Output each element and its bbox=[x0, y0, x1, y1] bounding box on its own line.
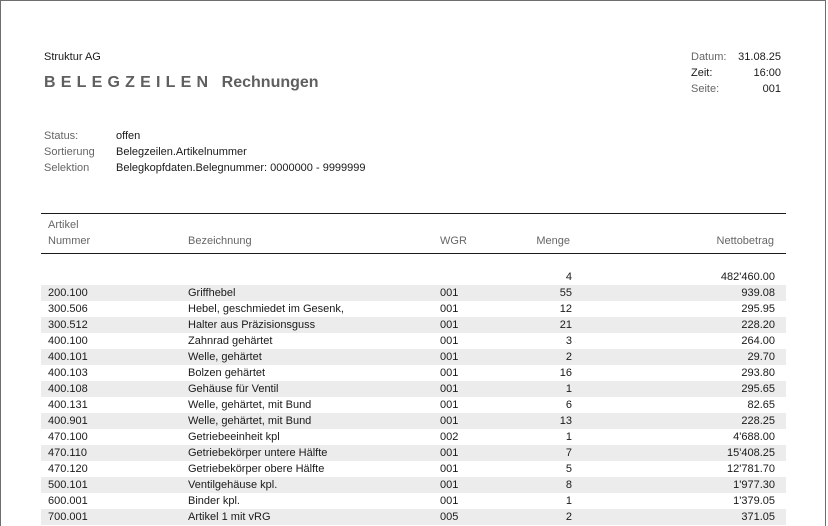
meta-date-label: Datum: bbox=[691, 51, 727, 63]
cell-bezeichnung: Getriebeeinheit kpl bbox=[188, 431, 280, 443]
cell-artikel-nummer: 470.110 bbox=[48, 447, 87, 459]
cell-menge: 1 bbox=[565, 431, 572, 443]
col-header-artikel: Artikel bbox=[48, 219, 79, 231]
cell-wgr: 001 bbox=[440, 463, 459, 475]
table-row bbox=[41, 317, 786, 333]
cell-bezeichnung: Griffhebel bbox=[188, 287, 236, 299]
company-name: Struktur AG bbox=[44, 51, 101, 63]
param-sorting-value: Belegzeilen.Artikelnummer bbox=[116, 146, 247, 158]
cell-bezeichnung: Zahnrad gehärtet bbox=[188, 335, 273, 347]
param-status-value: offen bbox=[116, 130, 141, 142]
cell-bezeichnung: Bolzen gehärtet bbox=[188, 367, 266, 379]
cell-artikel-nummer: 400.101 bbox=[48, 351, 88, 363]
cell-artikel-nummer: 700.001 bbox=[48, 511, 88, 523]
cell-nettobetrag: 264.00 bbox=[741, 335, 775, 347]
cell-menge: 1 bbox=[565, 495, 572, 507]
cell-nettobetrag: 295.95 bbox=[741, 303, 775, 315]
cell-bezeichnung: Getriebekörper obere Hälfte bbox=[188, 463, 325, 475]
param-status-label: Status: bbox=[44, 130, 79, 142]
table-row bbox=[41, 477, 786, 493]
cell-menge: 12 bbox=[559, 303, 572, 315]
table-row bbox=[41, 301, 786, 317]
meta-time-label: Zeit: bbox=[691, 67, 713, 79]
cell-menge: 1 bbox=[565, 383, 572, 395]
cell-bezeichnung: Welle, gehärtet, mit Bund bbox=[188, 399, 312, 411]
meta-time bbox=[691, 67, 781, 83]
table-row bbox=[41, 333, 786, 349]
report-title bbox=[44, 74, 319, 92]
cell-wgr: 001 bbox=[440, 399, 459, 411]
cell-bezeichnung: Welle, gehärtet bbox=[188, 351, 262, 363]
meta-date bbox=[691, 51, 781, 67]
param-sorting-label: Sortierung bbox=[44, 146, 95, 158]
meta-time-value: 16:00 bbox=[753, 67, 781, 79]
table-row bbox=[41, 413, 786, 429]
table-row bbox=[41, 365, 786, 381]
report-title-sub: Rechnungen bbox=[221, 74, 319, 91]
cell-nettobetrag: 371.05 bbox=[741, 511, 775, 523]
report-title-main: BELEGZEILEN bbox=[44, 74, 214, 91]
cell-nettobetrag: 293.80 bbox=[741, 367, 775, 379]
meta-page-value: 001 bbox=[762, 83, 781, 95]
cell-nettobetrag: 15'408.25 bbox=[727, 447, 775, 459]
cell-bezeichnung: Binder kpl. bbox=[188, 495, 240, 507]
table-row bbox=[41, 397, 786, 413]
cell-menge: 55 bbox=[559, 287, 572, 299]
cell-menge: 2 bbox=[565, 351, 572, 363]
cell-nettobetrag: 1'379.05 bbox=[733, 495, 775, 507]
cell-menge: 6 bbox=[565, 399, 572, 411]
col-header-wgr: WGR bbox=[440, 235, 467, 247]
cell-artikel-nummer: 400.100 bbox=[48, 335, 88, 347]
cell-bezeichnung: Welle, gehärtet, mit Bund bbox=[188, 415, 312, 427]
cell-nettobetrag: 939.08 bbox=[741, 287, 775, 299]
cell-artikel-nummer: 200.100 bbox=[48, 287, 88, 299]
cell-menge: 8 bbox=[565, 479, 572, 491]
table-row bbox=[41, 445, 786, 461]
col-header-bezeichnung: Bezeichnung bbox=[188, 235, 252, 247]
cell-bezeichnung: Hebel, geschmiedet im Gesenk, bbox=[188, 303, 344, 315]
total-nettobetrag: 482'460.00 bbox=[720, 271, 775, 283]
cell-bezeichnung: Artikel 1 mit vRG bbox=[188, 511, 271, 523]
table-row bbox=[41, 285, 786, 301]
header-rule-bottom bbox=[41, 253, 786, 254]
cell-wgr: 001 bbox=[440, 479, 459, 491]
cell-wgr: 001 bbox=[440, 383, 459, 395]
cell-menge: 5 bbox=[565, 463, 572, 475]
total-menge: 4 bbox=[565, 271, 572, 283]
cell-bezeichnung: Ventilgehäuse kpl. bbox=[188, 479, 278, 491]
cell-menge: 2 bbox=[565, 511, 572, 523]
cell-artikel-nummer: 400.108 bbox=[48, 383, 88, 395]
header-rule-top bbox=[41, 213, 786, 214]
cell-artikel-nummer: 600.001 bbox=[48, 495, 88, 507]
meta-date-value: 31.08.25 bbox=[738, 51, 781, 63]
col-header-nummer: Nummer bbox=[48, 235, 91, 247]
cell-nettobetrag: 12'781.70 bbox=[727, 463, 775, 475]
cell-wgr: 001 bbox=[440, 415, 459, 427]
cell-wgr: 001 bbox=[440, 287, 459, 299]
cell-artikel-nummer: 400.103 bbox=[48, 367, 88, 379]
cell-nettobetrag: 228.20 bbox=[741, 319, 775, 331]
report-meta bbox=[691, 51, 781, 99]
cell-bezeichnung: Getriebekörper untere Hälfte bbox=[188, 447, 328, 459]
cell-artikel-nummer: 400.901 bbox=[48, 415, 88, 427]
cell-bezeichnung: Halter aus Präzisionsguss bbox=[188, 319, 316, 331]
cell-wgr: 001 bbox=[440, 319, 459, 331]
cell-artikel-nummer: 400.131 bbox=[48, 399, 88, 411]
table-row bbox=[41, 509, 786, 525]
cell-nettobetrag: 29.70 bbox=[747, 351, 775, 363]
cell-wgr: 001 bbox=[440, 335, 459, 347]
cell-menge: 21 bbox=[559, 319, 572, 331]
cell-wgr: 001 bbox=[440, 303, 459, 315]
cell-nettobetrag: 228.25 bbox=[741, 415, 775, 427]
table-row bbox=[41, 349, 786, 365]
table-row bbox=[41, 429, 786, 445]
cell-artikel-nummer: 470.100 bbox=[48, 431, 88, 443]
line-items-table bbox=[41, 269, 786, 525]
totals-row bbox=[41, 269, 786, 285]
cell-nettobetrag: 1'977.30 bbox=[733, 479, 775, 491]
cell-menge: 13 bbox=[559, 415, 572, 427]
cell-artikel-nummer: 300.512 bbox=[48, 319, 88, 331]
cell-nettobetrag: 295.65 bbox=[741, 383, 775, 395]
cell-menge: 16 bbox=[559, 367, 572, 379]
meta-page bbox=[691, 83, 781, 99]
cell-bezeichnung: Gehäuse für Ventil bbox=[188, 383, 279, 395]
cell-artikel-nummer: 470.120 bbox=[48, 463, 88, 475]
cell-wgr: 001 bbox=[440, 495, 459, 507]
cell-nettobetrag: 82.65 bbox=[747, 399, 775, 411]
col-header-nettobetrag: Nettobetrag bbox=[716, 235, 774, 247]
param-selection-label: Selektion bbox=[44, 162, 90, 174]
param-selection-value: Belegkopfdaten.Belegnummer: 0000000 - 9999999 bbox=[116, 162, 366, 174]
cell-artikel-nummer: 300.506 bbox=[48, 303, 88, 315]
cell-menge: 3 bbox=[565, 335, 572, 347]
cell-artikel-nummer: 500.101 bbox=[48, 479, 88, 491]
cell-wgr: 001 bbox=[440, 367, 459, 379]
cell-wgr: 001 bbox=[440, 351, 459, 363]
table-row bbox=[41, 461, 786, 477]
table-row bbox=[41, 381, 786, 397]
col-header-menge: Menge bbox=[536, 235, 570, 247]
cell-nettobetrag: 4'688.00 bbox=[733, 431, 775, 443]
cell-wgr: 001 bbox=[440, 447, 459, 459]
cell-wgr: 005 bbox=[440, 511, 459, 523]
meta-page-label: Seite: bbox=[691, 83, 720, 95]
cell-menge: 7 bbox=[565, 447, 572, 459]
table-row bbox=[41, 493, 786, 509]
cell-wgr: 002 bbox=[440, 431, 459, 443]
